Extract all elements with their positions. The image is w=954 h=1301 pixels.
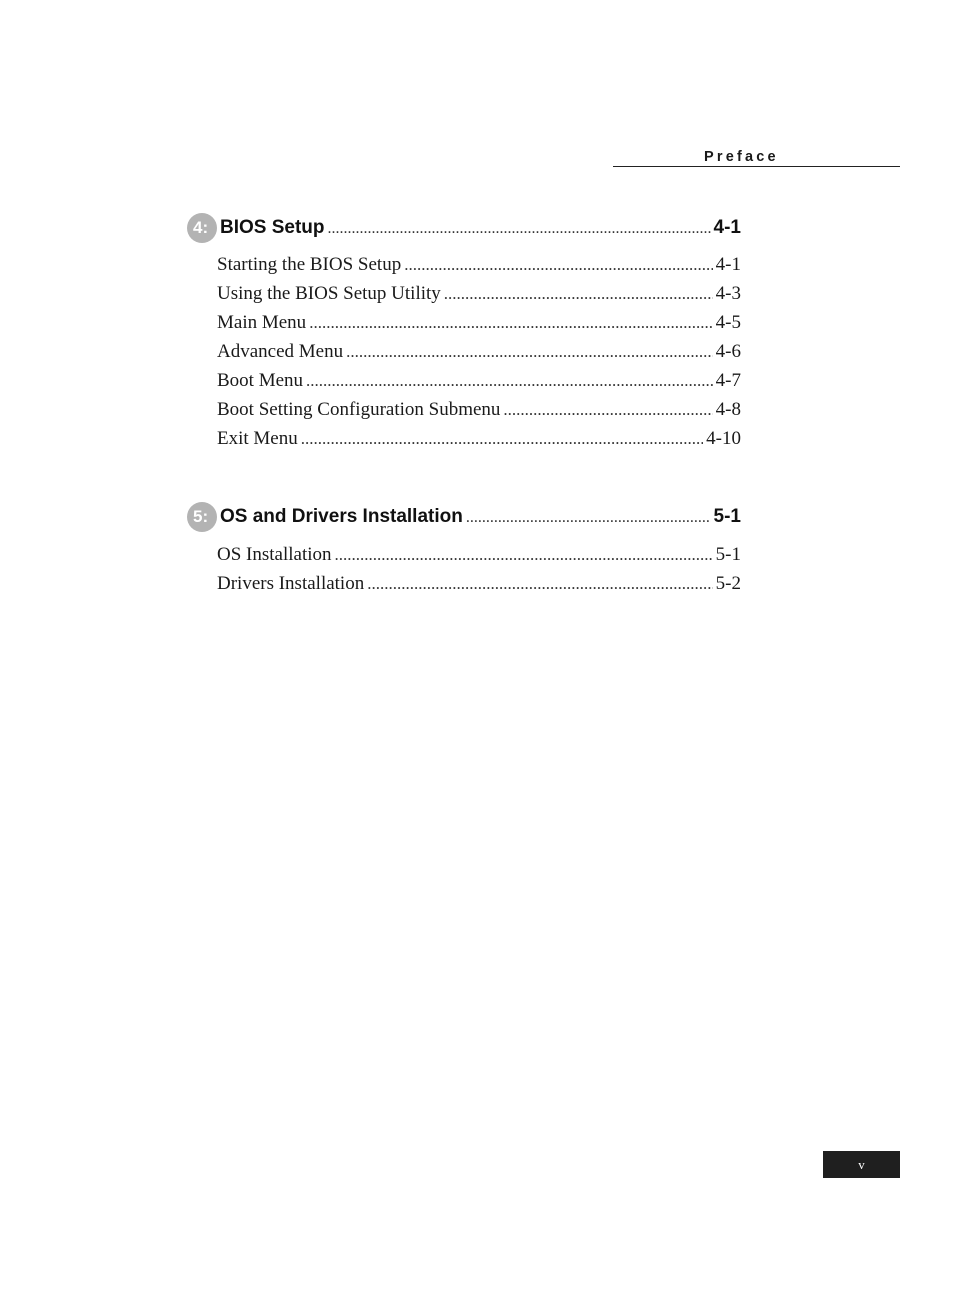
entry-title: OS Installation (217, 544, 332, 565)
entry-page: 4-1 (715, 254, 741, 275)
toc-entry[interactable] (217, 366, 741, 395)
toc-chapter-5 (187, 502, 741, 594)
toc-entry-list (217, 250, 741, 453)
entry-title: Boot Menu (217, 370, 304, 391)
dot-leader (346, 337, 713, 366)
chapter-heading (187, 213, 741, 243)
chapter-title: OS and Drivers Installation (220, 506, 463, 527)
entry-page: 5-1 (715, 544, 741, 565)
chapter-heading-row[interactable] (220, 502, 741, 532)
entry-page: 4-7 (715, 370, 741, 391)
dot-leader (306, 366, 713, 395)
dot-leader (444, 279, 713, 308)
entry-title: Drivers Installation (217, 573, 365, 594)
toc-entry[interactable] (217, 337, 741, 366)
header-label: Preface (704, 149, 779, 165)
entry-title: Boot Setting Configuration Submenu (217, 399, 501, 420)
chapter-page: 4-1 (713, 217, 741, 238)
dot-leader (301, 424, 703, 453)
entry-page: 4-6 (715, 341, 741, 362)
dot-leader (335, 540, 713, 569)
entry-page: 4-5 (715, 312, 741, 333)
toc-chapter-4 (187, 213, 741, 449)
entry-title: Starting the BIOS Setup (217, 254, 402, 275)
chapter-number-badge: 4: (187, 213, 217, 243)
toc-entry[interactable] (217, 424, 741, 453)
dot-leader (328, 214, 711, 244)
page-number-box (823, 1151, 900, 1178)
toc-entry[interactable] (217, 569, 741, 598)
toc-entry[interactable] (217, 540, 741, 569)
entry-title: Exit Menu (217, 428, 298, 449)
chapter-heading (187, 502, 741, 532)
toc-entry[interactable] (217, 279, 741, 308)
toc-entry[interactable] (217, 250, 741, 279)
entry-page: 5-2 (715, 573, 741, 594)
dot-leader (466, 503, 711, 533)
toc-entry[interactable] (217, 395, 741, 424)
dot-leader (309, 308, 712, 337)
chapter-heading-row[interactable] (220, 213, 741, 243)
entry-page: 4-3 (715, 283, 741, 304)
chapter-title: BIOS Setup (220, 217, 325, 238)
toc-entry[interactable] (217, 308, 741, 337)
dot-leader (503, 395, 712, 424)
entry-title: Advanced Menu (217, 341, 344, 362)
chapter-number-badge: 5: (187, 502, 217, 532)
chapter-page: 5-1 (713, 506, 741, 527)
entry-page: 4-8 (715, 399, 741, 420)
dot-leader (367, 569, 712, 598)
entry-title: Main Menu (217, 312, 307, 333)
entry-title: Using the BIOS Setup Utility (217, 283, 441, 304)
page-number: v (858, 1157, 865, 1172)
dot-leader (404, 250, 712, 279)
toc-entry-list (217, 540, 741, 598)
entry-page: 4-10 (706, 428, 741, 449)
running-header (613, 148, 900, 167)
